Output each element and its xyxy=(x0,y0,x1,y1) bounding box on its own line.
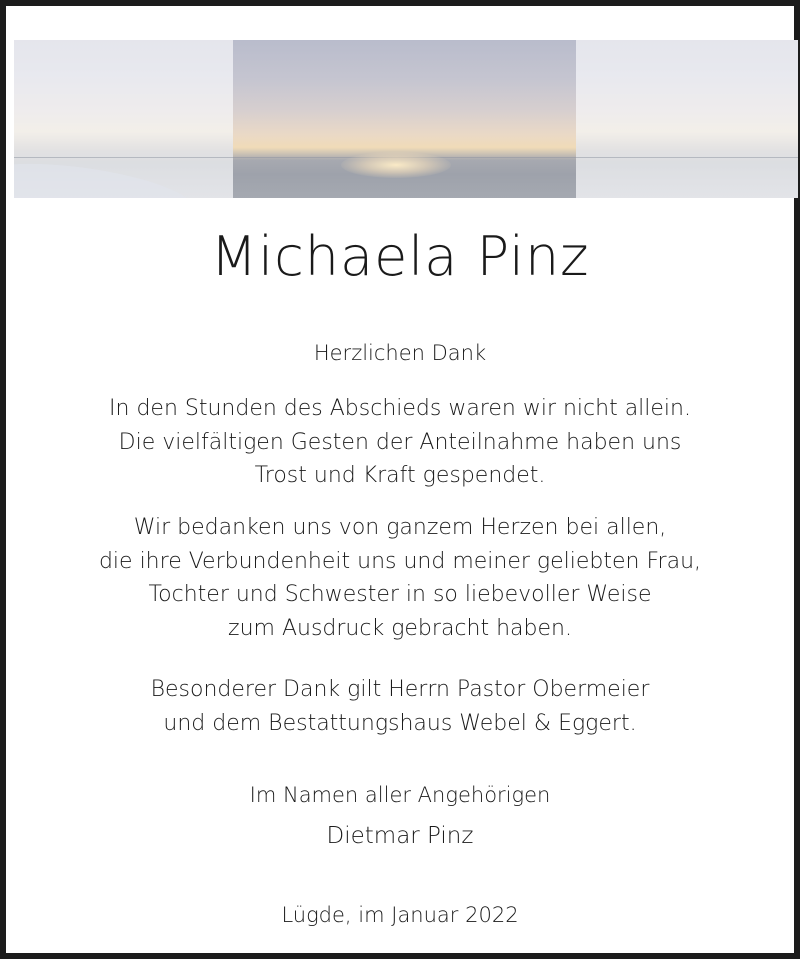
signature-intro: Im Namen aller Angehörigen xyxy=(249,783,551,807)
paragraph-line: Besonderer Dank gilt Herrn Pastor Obermeier xyxy=(150,677,650,702)
paragraph-gratitude xyxy=(0,511,800,645)
paragraph-farewell xyxy=(0,392,800,493)
paragraph-line: Wir bedanken uns von ganzem Herzen bei allen, xyxy=(133,515,667,540)
signature-name: Dietmar Pinz xyxy=(326,823,474,849)
banner-right-panel xyxy=(576,40,798,198)
sea-sunset-image xyxy=(14,40,798,198)
paragraph-special-thanks xyxy=(0,673,800,740)
paragraph-line: die ihre Verbundenheit uns und meiner geliebten Frau, xyxy=(98,548,702,574)
sun-glow xyxy=(341,152,451,178)
paragraph-line: Trost und Kraft gespendet. xyxy=(254,463,546,488)
thanks-heading: Herzlichen Dank xyxy=(313,341,487,365)
place-date: Lügde, im Januar 2022 xyxy=(281,903,519,927)
paragraph-line: In den Stunden des Abschieds waren wir nicht allein. xyxy=(109,396,691,421)
paragraph-line: und dem Bestattungshaus Webel & Eggert. xyxy=(163,710,637,736)
paragraph-line: zum Ausdruck gebracht haben. xyxy=(228,615,572,641)
deceased-name: Michaela Pinz xyxy=(210,225,590,288)
paragraph-line: Tochter und Schwester in so liebevoller Weise xyxy=(148,582,652,607)
paragraph-line: Die vielfältigen Gesten der Anteilnahme haben uns xyxy=(118,429,682,455)
